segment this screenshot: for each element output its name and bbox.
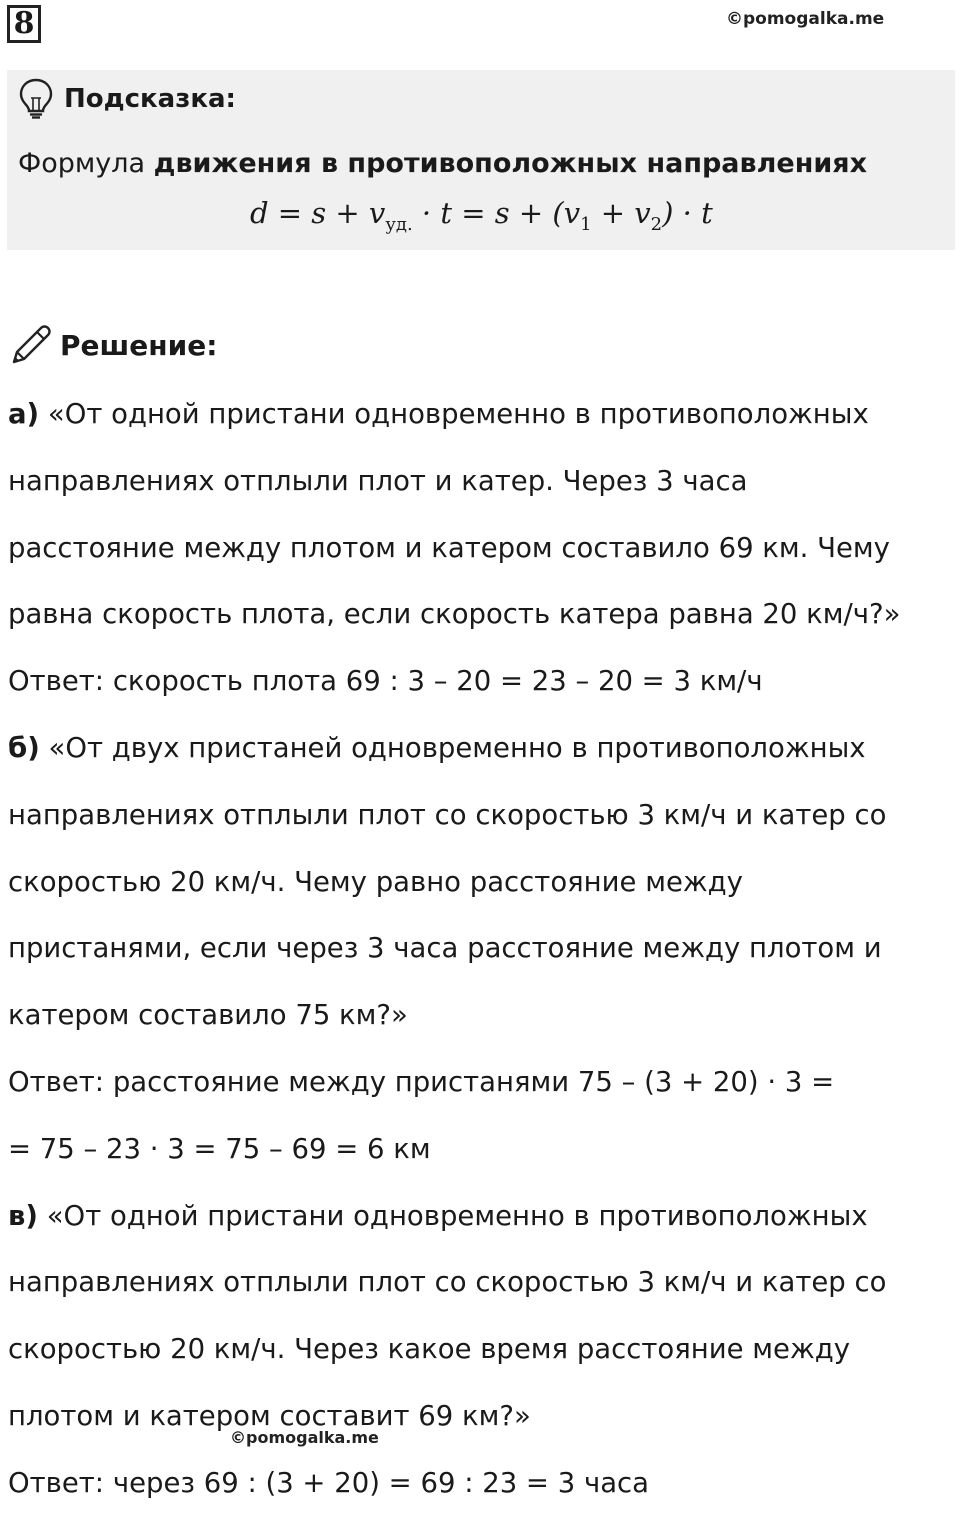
solution-line [8,523,958,590]
answer-line [8,1057,958,1124]
formula-part-2: · t = s + (v [412,196,581,230]
line-text: равна скорость плота, если скорость катера равна 20 км/ч?» [8,598,901,631]
solution-line [8,389,958,456]
line-text: катером составило 75 км?» [8,999,408,1032]
line-text: Ответ: расстояние между пристанями 75 – (3 + 20) · 3 = [8,1065,835,1098]
answer-line [8,1124,958,1191]
part-label: б) [8,731,40,764]
line-text: «От одной пристани одновременно в противоположных [37,1199,868,1232]
task-number: 8 [7,5,41,43]
hint-header [18,78,236,120]
solution-line [8,923,958,990]
solution-line [8,1324,958,1391]
line-text: пристанями, если через 3 часа расстояние между плотом и [8,932,882,965]
line-text: направлениях отплыли плот со скоростью 3 км/ч и катер со [8,1266,887,1299]
formula-part-1: d = s + v [250,196,386,230]
line-text: Ответ: скорость плота 69 : 3 – 20 = 23 – 20 = 3 км/ч [8,665,763,698]
line-text: плотом и катером составит 69 км?» [8,1399,531,1432]
part-label: а) [8,398,40,430]
answer-line [8,1458,958,1525]
solution-line [8,857,958,924]
hint-text-plain: Формула [18,148,154,179]
solution-line [8,990,958,1057]
solution-body [8,389,958,1525]
line-text: расстояние между плотом и катером составило 69 км. Чему [8,531,890,564]
line-text: = 75 – 23 · 3 = 75 – 69 = 6 км [8,1132,431,1165]
hint-text-bold: движения в противоположных направлениях [153,148,868,179]
watermark-middle: ©pomogalka.me [230,1428,379,1447]
solution-line [8,790,958,857]
solution-title: Решение: [60,328,218,362]
line-text: направлениях отплыли плот со скоростью 3 км/ч и катер со [8,798,887,831]
formula-sub-1: уд. [385,213,413,235]
answer-line [8,656,958,723]
formula-part-4: ) · t [662,196,713,230]
solution-line [8,1257,958,1324]
pencil-icon [8,322,54,368]
watermark-top: ©pomogalka.me [726,9,885,29]
solution-line [8,723,958,790]
formula-sub-2: 1 [580,213,592,235]
hint-title: Подсказка: [64,84,236,114]
line-text: скоростью 20 км/ч. Чему равно расстояние между [8,865,743,898]
formula-part-3: + v [591,196,651,230]
line-text: Ответ: через 69 : (3 + 20) = 69 : 23 = 3 часа [8,1466,650,1499]
line-text: направлениях отплыли плот и катер. Через 3 часа [8,464,748,497]
line-text: «От одной пристани одновременно в противоположных [39,398,869,430]
solution-line [8,456,958,523]
line-text: скоростью 20 км/ч. Через какое время расстояние между [8,1333,851,1366]
lightbulb-icon [18,78,54,120]
formula-sub-3: 2 [650,213,663,235]
hint-formula [250,196,713,235]
part-label: в) [8,1199,38,1232]
solution-line [8,589,958,656]
solution-line [8,1191,958,1258]
solution-line [8,1391,958,1458]
hint-text [18,148,867,179]
solution-header [8,322,217,368]
line-text: «От двух пристаней одновременно в противоположных [39,731,866,764]
